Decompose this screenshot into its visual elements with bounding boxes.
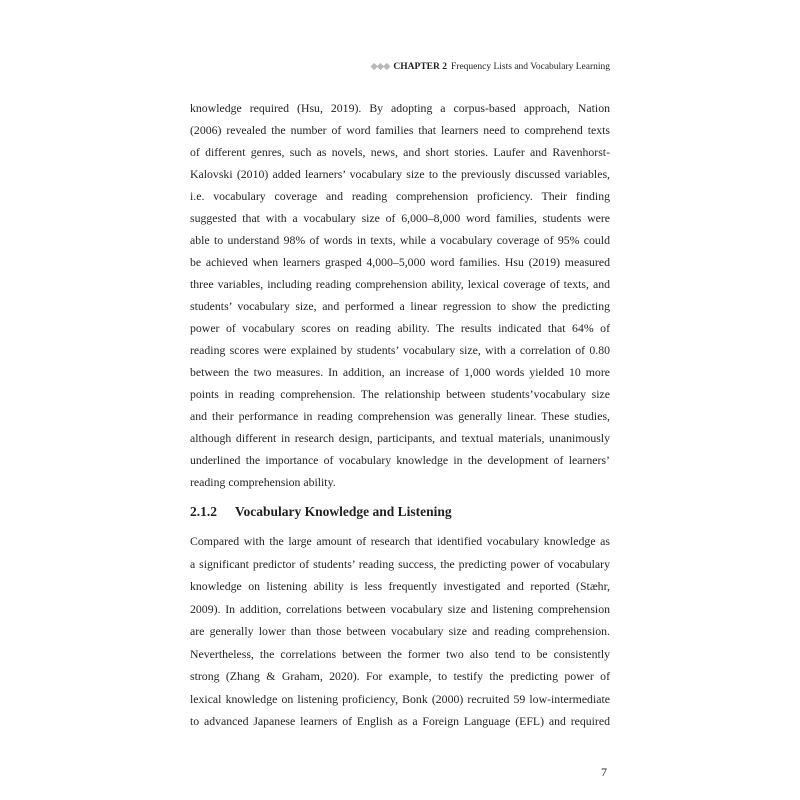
text-line: are generally lower than those between vocabulary size and reading comprehension. xyxy=(190,624,610,638)
text-line: suggested that with a vocabulary size of 6,000–8,000 word families, students were xyxy=(190,211,610,225)
paragraph-listening xyxy=(190,530,610,733)
text-line: (2006) revealed the number of word families that learners need to comprehend texts xyxy=(190,123,610,137)
text-line: points in reading comprehension. The relationship between students’vocabulary size xyxy=(190,387,610,401)
text-line: knowledge on listening ability is less frequently investigated and reported (Stæhr, xyxy=(190,579,610,593)
text-line: and their performance in reading comprehension was generally linear. These studies, xyxy=(190,409,610,423)
text-line: between the two measures. In addition, an increase of 1,000 words yielded 10 more xyxy=(190,365,610,379)
text-line: strong (Zhang & Graham, 2020). For example, to testify the predicting power of xyxy=(190,669,610,683)
text-line: to advanced Japanese learners of English as a Foreign Language (EFL) and required xyxy=(190,714,610,728)
text-line: 2009). In addition, correlations between vocabulary size and listening comprehension xyxy=(190,601,610,616)
section-number: 2.1.2 xyxy=(190,504,217,519)
running-header xyxy=(371,61,611,73)
text-line: underlined the importance of vocabulary knowledge in the development of learners’ xyxy=(190,453,610,467)
text-line: able to understand 98% of words in texts, while a vocabulary coverage of 95% could xyxy=(190,233,610,247)
text-line: i.e. vocabulary coverage and reading comprehension proficiency. Their finding xyxy=(190,189,610,203)
text-line: reading comprehension ability. xyxy=(190,475,336,489)
section-title: Vocabulary Knowledge and Listening xyxy=(235,504,452,519)
paragraph-reading xyxy=(190,97,610,493)
text-line: Nevertheless, the correlations between the former two also tend to be consistently xyxy=(190,646,610,661)
section-heading xyxy=(190,500,610,524)
text-line: three variables, including reading comprehension ability, lexical coverage of texts, and xyxy=(190,277,610,291)
text-line: reading scores were explained by students’ vocabulary size, with a correlation of 0.80 xyxy=(190,343,610,357)
text-line: Kalovski (2010) added learners’ vocabulary size to the previously discussed variables, xyxy=(190,167,610,181)
text-line: power of vocabulary scores on reading ability. The results indicated that 64% of xyxy=(190,321,610,335)
diamond-ornament-icon: ◆◆◆ xyxy=(370,62,390,72)
chapter-title: Frequency Lists and Vocabulary Learning xyxy=(451,62,610,72)
page-number: 7 xyxy=(601,765,607,779)
text-line: a significant predictor of students’ reading success, the predicting power of vocabulary xyxy=(190,556,610,571)
chapter-label: CHAPTER 2 xyxy=(393,62,447,72)
text-line: although different in research design, participants, and textual materials, unanimously xyxy=(190,431,610,445)
text-line: Compared with the large amount of research that identified vocabulary knowledge as xyxy=(190,534,610,548)
text-line: of different genres, such as novels, news, and short stories. Laufer and Ravenhorst- xyxy=(190,145,610,159)
text-line: knowledge required (Hsu, 2019). By adopting a corpus-based approach, Nation xyxy=(190,101,610,115)
text-line: lexical knowledge on listening proficiency, Bonk (2000) recruited 59 low-intermediate xyxy=(190,691,610,706)
text-line: students’ vocabulary size, and performed a linear regression to show the predicting xyxy=(190,299,610,313)
text-line: be achieved when learners grasped 4,000–5,000 word families. Hsu (2019) measured xyxy=(190,255,610,269)
